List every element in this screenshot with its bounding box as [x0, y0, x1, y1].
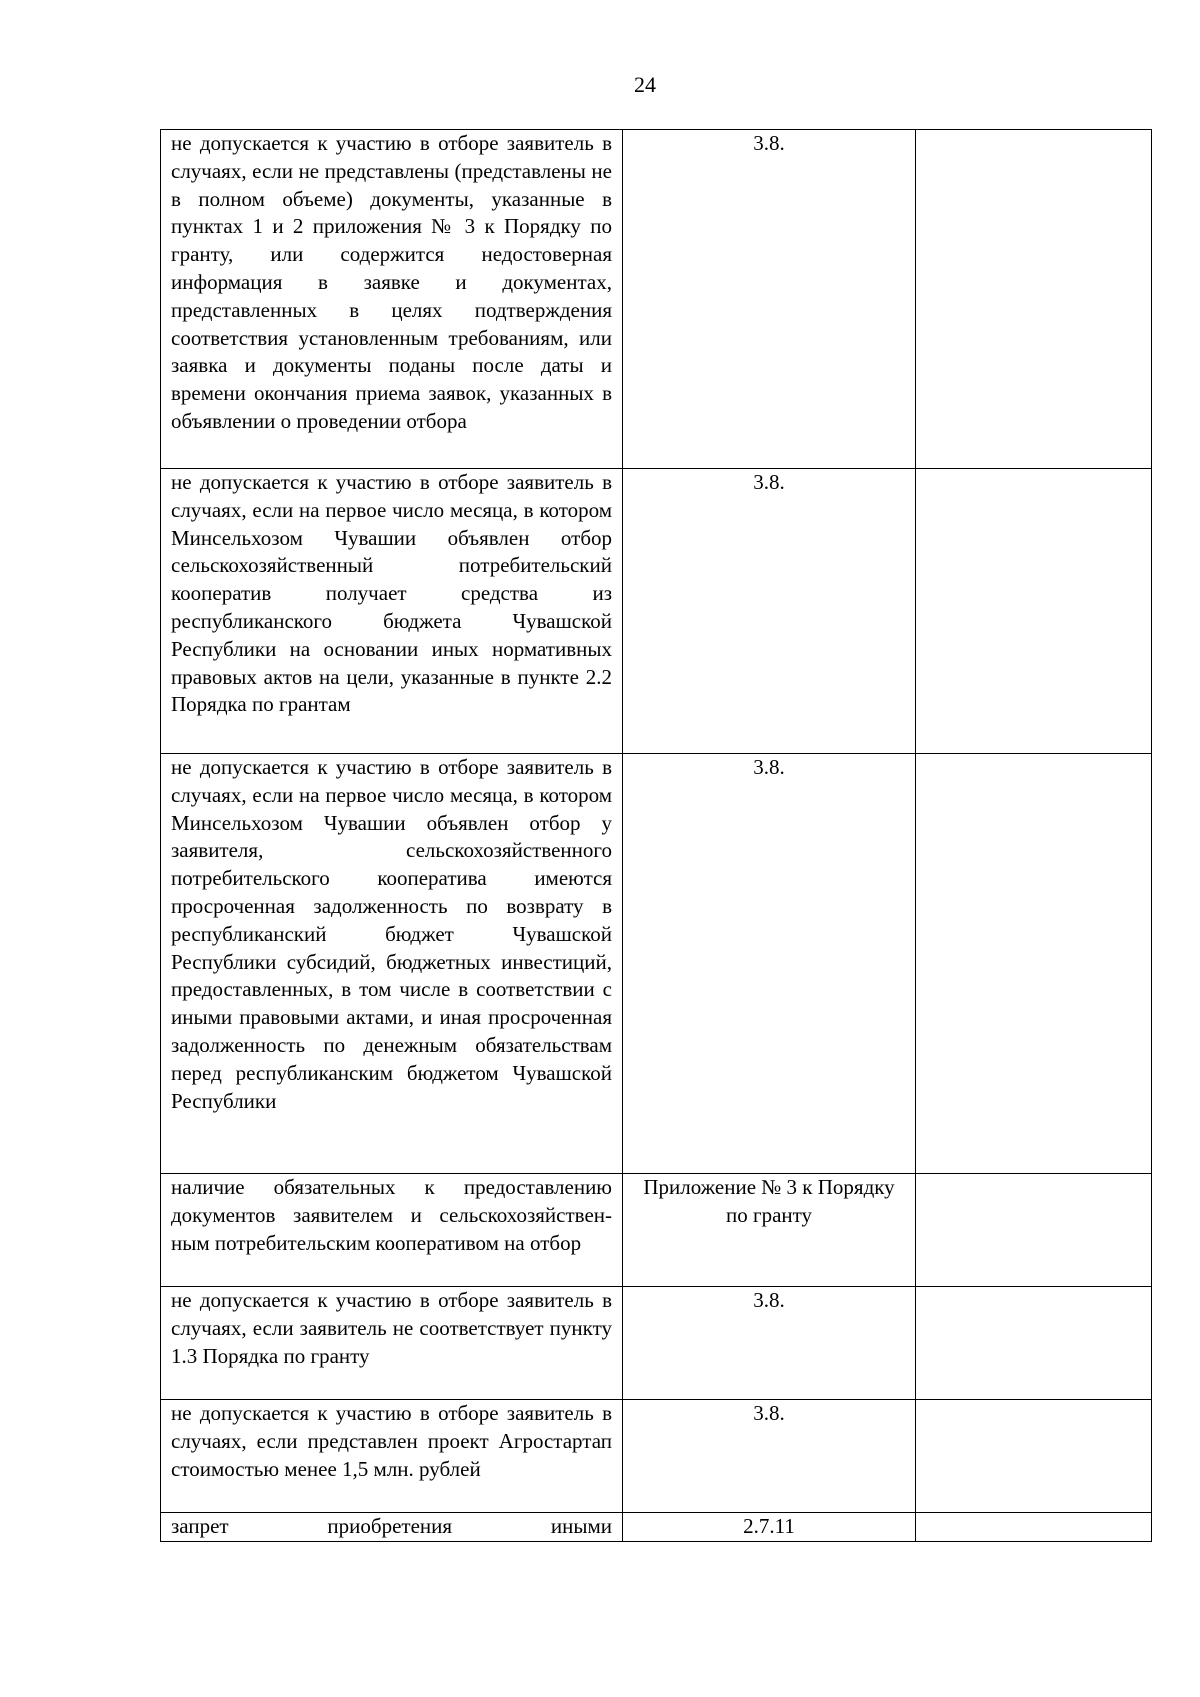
table-row — [161, 1513, 1152, 1542]
requirements-table — [160, 129, 1152, 1542]
table-row — [161, 754, 1152, 1174]
empty-cell — [916, 1174, 1152, 1287]
reference-cell: 2.7.11 — [623, 1513, 916, 1542]
page-number: 24 — [634, 72, 656, 97]
reference-cell: Приложение № 3 к Порядку по гранту — [623, 1174, 916, 1287]
empty-cell — [916, 1287, 1152, 1400]
table-row — [161, 1174, 1152, 1287]
reference-cell: 3.8. — [623, 130, 916, 469]
requirement-text: не допускается к участию в отборе заявитель в случаях, если не представлены (представлены не в полном объеме) документы, указанные в пунктах 1 и 2 приложения № 3 к Порядку по гранту, или содержится недостоверная информация в заявке и документах, представленных в целях подтверждения соответствия установленным требованиям, или заявка и документы поданы после даты и времени окончания приема заявок, указанных в объявлении о проведении отбора — [161, 130, 623, 469]
empty-cell — [916, 1400, 1152, 1513]
table-row — [161, 1400, 1152, 1513]
reference-cell: 3.8. — [623, 469, 916, 754]
empty-cell — [916, 469, 1152, 754]
requirement-text: не допускается к участию в отборе заявитель в случаях, если представлен проект Агростартап стоимостью менее 1,5 млн. рублей — [161, 1400, 623, 1513]
requirement-text: запрет приобретения иными — [161, 1513, 623, 1542]
reference-cell: 3.8. — [623, 754, 916, 1174]
requirement-text: не допускается к участию в отборе заявитель в случаях, если на первое число месяца, в котором Минсельхозом Чувашии объявлен отбор у заявителя, сельскохозяйственного потребительского кооператива имеются просроченная задолженность по возврату в республиканский бюджет Чувашской Республики субсидий, бюджетных инвестиций, предоставленных, в том числе в соответствии с иными правовыми актами, и иная просроченная задолженность по денежным обязательствам перед республиканским бюджетом Чувашской Республики — [161, 754, 623, 1174]
requirement-text: наличие обязательных к предоставлению документов заявителем и сельскохозяйствен-ным потребительским кооперативом на отбор — [161, 1174, 623, 1287]
requirement-text: не допускается к участию в отборе заявитель в случаях, если на первое число месяца, в котором Минсельхозом Чувашии объявлен отбор сельскохозяйственный потребительский кооператив получает средства из республиканского бюджета Чувашской Республики на основании иных нормативных правовых актов на цели, указанные в пункте 2.2 Порядка по грантам — [161, 469, 623, 754]
reference-cell: 3.8. — [623, 1400, 916, 1513]
requirement-text: не допускается к участию в отборе заявитель в случаях, если заявитель не соответствует пункту 1.3 Порядка по гранту — [161, 1287, 623, 1400]
table-row — [161, 130, 1152, 469]
table-row — [161, 1287, 1152, 1400]
empty-cell — [916, 130, 1152, 469]
empty-cell — [916, 754, 1152, 1174]
table-row — [161, 469, 1152, 754]
empty-cell — [916, 1513, 1152, 1542]
reference-cell: 3.8. — [623, 1287, 916, 1400]
